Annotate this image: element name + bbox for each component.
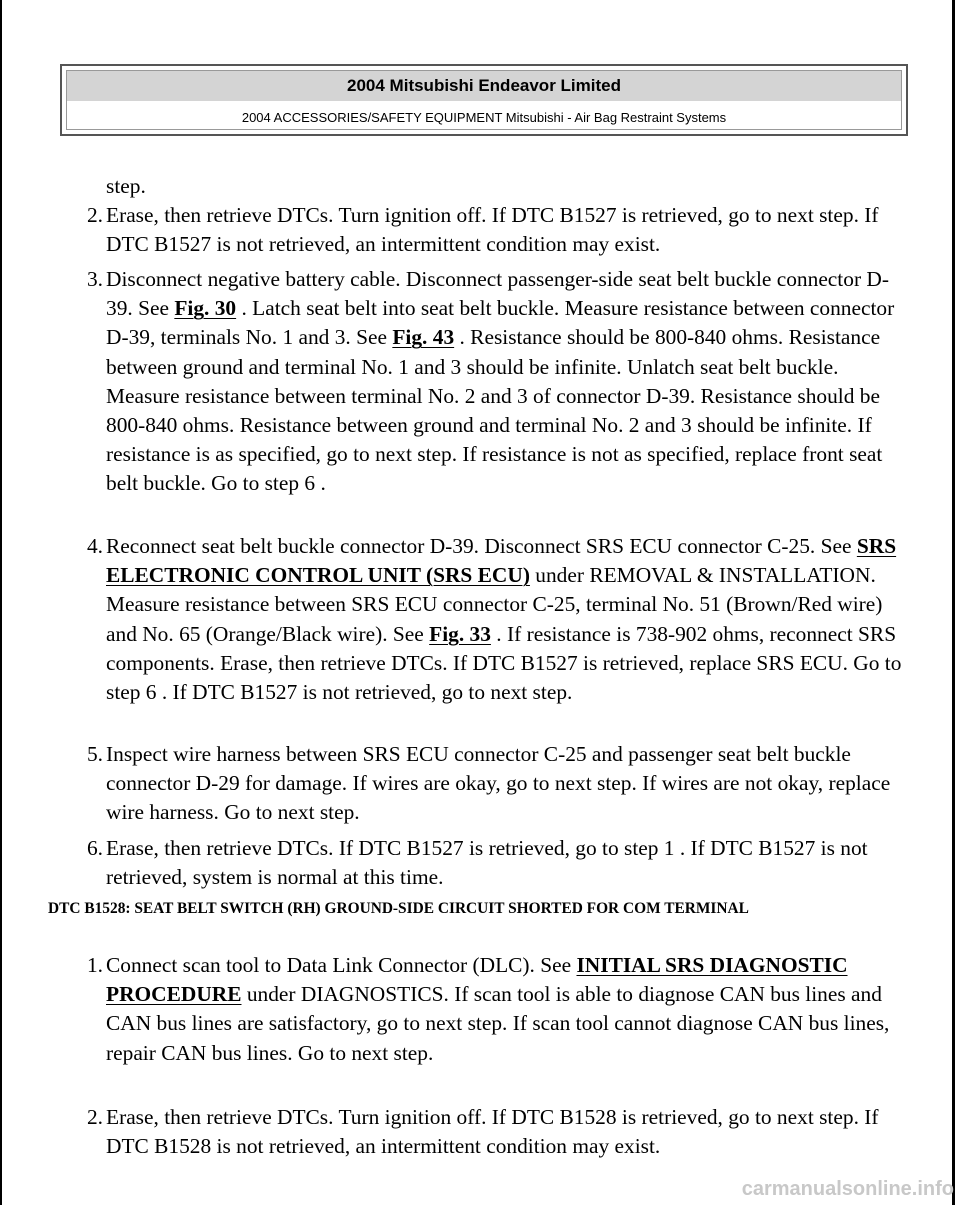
continued-step-text: step. xyxy=(106,174,146,198)
step-text: Erase, then retrieve DTCs. Turn ignition off. If DTC B1528 is retrieved, go to next step. If DTC B1528 is not retrieved, an intermittent condition may exist. xyxy=(106,1105,879,1159)
step-text: Disconnect negative battery cable. Disconnect passenger-side seat belt buckle connector D-39. See Fig. 30 . Latch seat belt into seat belt buckle. Measure resistance between connector D-39, terminals No. 1 and 3. See Fig. 43 . Resistance should be 800-840 ohms. Resistance between ground and terminal No. 1 and 3 should be infinite. Unlatch seat belt buckle. Measure resistance between terminal No. 2 and 3 of connector D-39. Resistance should be 800-840 ohms. Resistance between ground and terminal No. 2 and 3 should be infinite. If resistance is as specified, go to next step. If resistance is not as specified, replace front seat belt buckle. Go to step 6 . xyxy=(106,267,895,496)
srs-ecu-link[interactable]: SRS ELECTRONIC CONTROL UNIT (SRS ECU) xyxy=(106,534,897,588)
step-4 xyxy=(75,532,915,707)
header-subtitle: 2004 ACCESSORIES/SAFETY EQUIPMENT Mitsubishi - Air Bag Restraint Systems xyxy=(241,110,727,125)
fig-30-link[interactable]: Fig. 30 xyxy=(174,296,237,321)
dtc-b1528-step-2 xyxy=(75,1103,915,1161)
step-text: Erase, then retrieve DTCs. Turn ignition off. If DTC B1527 is retrieved, go to next step. If DTC B1527 is not retrieved, an intermittent condition may exist. xyxy=(106,203,879,257)
dtc-b1528-step-1 xyxy=(75,951,915,1068)
section-heading-dtc-b1528: DTC B1528: SEAT BELT SWITCH (RH) GROUND-SIDE CIRCUIT SHORTED FOR COM TERMINAL xyxy=(48,900,749,917)
step-number: 5. xyxy=(86,742,103,766)
initial-srs-diagnostic-link[interactable]: INITIAL SRS DIAGNOSTIC PROCEDURE xyxy=(106,953,848,1007)
fig-33-link[interactable]: Fig. 33 xyxy=(429,621,491,646)
step-3 xyxy=(75,265,915,499)
step-number: 2. xyxy=(86,1105,103,1129)
watermark: carmanualsonline.info xyxy=(741,1178,954,1200)
step-2 xyxy=(75,201,915,259)
step-number: 1. xyxy=(86,953,103,977)
step-text: Connect scan tool to Data Link Connector (DLC). See INITIAL SRS DIAGNOSTIC PROCEDURE under DIAGNOSTICS. If scan tool is able to diagnose CAN bus lines and CAN bus lines are satisfactory, go to next step. If scan tool cannot diagnose CAN bus lines, repair CAN bus lines. Go to next step. xyxy=(106,953,890,1065)
step-text: Reconnect seat belt buckle connector D-39. Disconnect SRS ECU connector C-25. See SRS ELECTRONIC CONTROL UNIT (SRS ECU) under REMOVAL & INSTALLATION. Measure resistance between SRS ECU connector C-25, terminal No. 51 (Brown/Red wire) and No. 65 (Orange/Black wire). See Fig. 33 . If resistance is 738-902 ohms, reconnect SRS components. Erase, then retrieve DTCs. If DTC B1527 is retrieved, replace SRS ECU. Go to step 6 . If DTC B1527 is not retrieved, go to next step. xyxy=(106,534,902,705)
document-header xyxy=(60,64,908,136)
step-text: Erase, then retrieve DTCs. If DTC B1527 is retrieved, go to step 1 . If DTC B1527 is not retrieved, system is normal at this time. xyxy=(106,836,868,890)
header-title: 2004 Mitsubishi Endeavor Limited xyxy=(67,71,901,101)
fig-43-link[interactable]: Fig. 43 xyxy=(392,325,455,350)
step-number: 2. xyxy=(86,203,103,227)
step-number: 4. xyxy=(86,534,103,558)
step-number: 6. xyxy=(86,836,103,860)
step-text: Inspect wire harness between SRS ECU connector C-25 and passenger seat belt buckle connector D-29 for damage. If wires are okay, go to next step. If wires are not okay, replace wire harness. Go to next step. xyxy=(106,742,891,825)
header-box xyxy=(66,70,902,130)
step-6 xyxy=(75,834,915,892)
step-5 xyxy=(75,740,915,828)
step-number: 3. xyxy=(86,267,103,291)
